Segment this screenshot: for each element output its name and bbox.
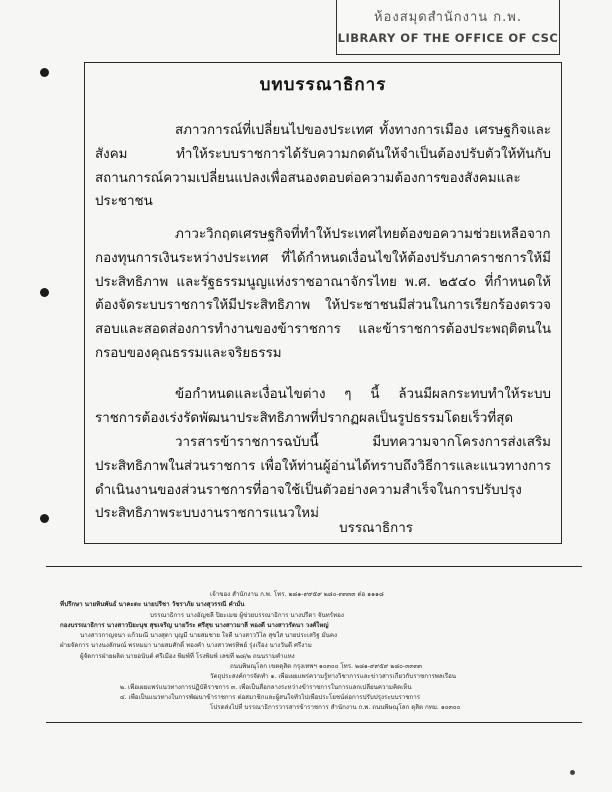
colophon-line: กองบรรณาธิการ นางสาวปิยะนุช สุขเจริญ นายวีระ ศรีสุข นางสาวมาลี ทองดี นางสาวรัตนา วงศ์ใหญ่ bbox=[60, 621, 329, 629]
colophon-line: โปรดส่งไปที่ บรรณาธิการวารสารข้าราชการ สำนักงาน ก.พ. ถนนพิษณุโลก ดุสิต กทม. ๑๐๓๐๐ bbox=[210, 704, 461, 712]
editorial-paragraph-2: ภาวะวิกฤตเศรษฐกิจที่ทำให้ประเทศไทยต้องขอความช่วยเหลือจากกองทุนการเงินระหว่างประเทศ ที่ได้กำหนดเงื่อนไขให้ต้องปรับภาคราชการให้มีประสิทธิภาพ และรัฐธรรมนูญแห่งราชอาณาจักรไทย พ.ศ. ๒๕๔๐ ที่กำหนดให้ต้องจัดระบบราชการให้มีประสิทธิภาพ ให้ประชาชนมีส่วนในการเรียกร้องตรวจสอบและสอดส่องการทำงานของข้าราชการ และข้าราชการต้องประพฤติตนในกรอบของคุณธรรมและจริยธรรม bbox=[95, 227, 551, 361]
colophon-line: ๔. เพื่อเป็นแนวทางในการพัฒนาข้าราชการ ต่อสมาชิกและผู้สนใจทั่วไปเพื่อประโยชน์ต่อการปรับปรุงระบบราชการ bbox=[120, 693, 421, 701]
binder-hole-middle bbox=[40, 288, 49, 297]
editorial-title: บทบรรณาธิการ bbox=[259, 75, 387, 95]
footer-rule-bottom bbox=[46, 722, 582, 723]
colophon-line: ๒. เพื่อเผยแพร่แนวทางการปฏิบัติราชการ ๓. เพื่อเป็นสื่อกลางระหว่างข้าราชการในการแลกเปลี่ยนความคิดเห็น bbox=[120, 683, 412, 691]
library-stamp bbox=[336, 0, 560, 55]
colophon-line: เจ้าของ สำนักงาน ก.พ. โทร. ๒๘๑-๙๙๕๙ ๒๘๐-๓๓๓๓ ต่อ ๑๑๑๘ bbox=[210, 591, 384, 598]
colophon bbox=[60, 590, 592, 714]
stamp-english-text: LIBRARY OF THE OFFICE OF CSC bbox=[337, 31, 559, 45]
editorial-signature: บรรณาธิการ bbox=[339, 521, 413, 536]
colophon-line: นางสาวกาญจนา แก้วมณี นางสุดา บุญมี นายสมชาย ใจดี นางสาววิไล สุขใส นายประเสริฐ มั่นคง bbox=[80, 632, 338, 640]
editorial-box bbox=[84, 62, 562, 544]
binder-hole-top bbox=[40, 68, 49, 77]
colophon-line: วัตถุประสงค์การจัดทำ ๑. เพื่อเผยแพร่ความรู้ทางวิชาการและข่าวสารเกี่ยวกับราชการพลเรือน bbox=[210, 673, 457, 681]
editorial-paragraph-1: สภาวการณ์ที่เปลี่ยนไปของประเทศ ทั้งทางการเมือง เศรษฐกิจและสังคม ทำให้ระบบราชการได้รับความกดดันให้จำเป็นต้องปรับตัวให้ทันกับสถานการณ์ความเปลี่ยนแปลงเพื่อสนองตอบต่อความต้องการของสังคมและประชาชน bbox=[95, 123, 551, 210]
editorial-paragraph-3: ข้อกำหนดและเงื่อนไขต่าง ๆ นี้ ล้วนมีผลกระทบทำให้ระบบราชการต้องเร่งรัดพัฒนาประสิทธิภาพที่ปรากฏผลเป็นรูปธรรมโดยเร็วที่สุด bbox=[95, 387, 551, 426]
editorial-paragraph-4: วารสารข้าราชการฉบับนี้ มีบทความจากโครงการส่งเสริมประสิทธิภาพในส่วนราชการ เพื่อให้ท่านผู้อ่านได้ทราบถึงวิธีการและแนวทางการดำเนินงานของส่วนราชการที่อาจใช้เป็นตัวอย่างความสำเร็จในการปรับปรุงประสิทธิภาพระบบงานราชการแนวใหม่ bbox=[95, 435, 551, 522]
footer-rule-top bbox=[46, 566, 582, 567]
stamp-thai-text: ห้องสมุดสำนักงาน ก.พ. bbox=[373, 10, 523, 25]
colophon-line: บรรณาธิการ นางอัญชลี ปิยะเมฆ ผู้ช่วยบรรณาธิการ นางปรีดา จันทร์ทอง bbox=[150, 611, 344, 619]
binder-hole-lower bbox=[40, 514, 49, 523]
colophon-line: ที่ปรึกษา นายทินพันธ์ นาคะตะ นายปรีชา วัชราภัย นางสุวรรณี คำมั่น bbox=[60, 601, 245, 609]
colophon-line: ผู้จัดการฝ่ายผลิต นายอนันต์ ศรีเมือง พิมพ์ที่ โรงพิมพ์ เลขที่ ๒๘/๒ ถนนรามคำแหง bbox=[80, 652, 295, 660]
scan-speck bbox=[570, 770, 575, 775]
colophon-line: ฝ่ายจัดการ นางนงลักษณ์ พรหมมา นายสมศักดิ์ ทองคำ นางสาวพรทิพย์ รุ่งเรือง นางวันดี ศรีงาม bbox=[60, 642, 312, 650]
colophon-line: ถนนพิษณุโลก เขตดุสิต กรุงเทพฯ ๑๐๓๐๐ โทร. ๒๘๑-๙๙๕๙ ๒๘๐-๓๓๓๓ bbox=[230, 663, 423, 671]
